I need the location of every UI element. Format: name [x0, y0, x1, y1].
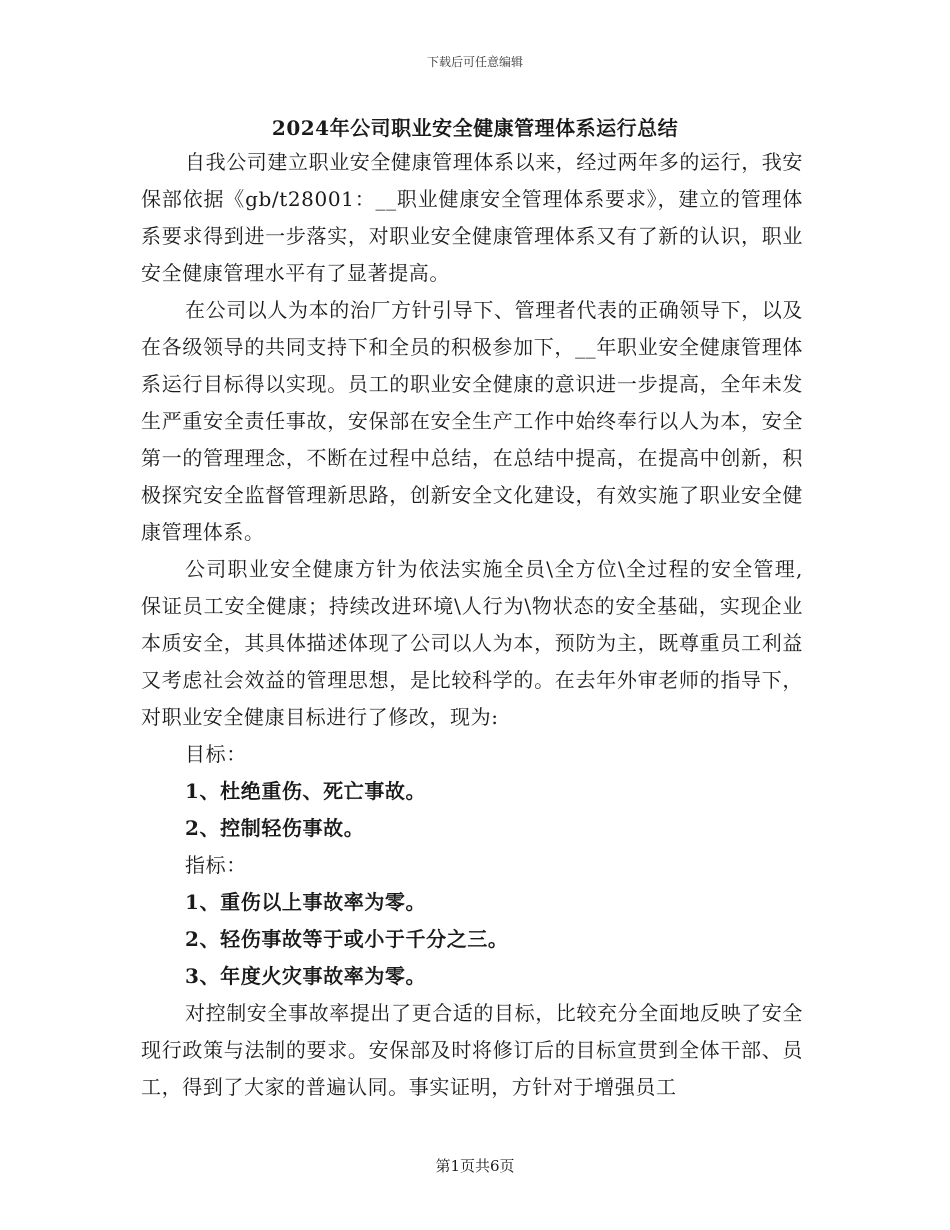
paragraph-policy: 公司职业安全健康方针为依法实施全员\全方位\全过程的安全管理,保证员工安全健康；持续改进环境\人行为\物状态的安全基础，实现企业本质安全，其具体描述体现了公司以人为本，预防为主，既尊重员工利益又考虑社会效益的管理思想，是比较科学的。在去年外审老师的指导下，对职业安全健康目标进行了修改，现为:	[141, 557, 803, 729]
goal-item: 1、杜绝重伤、死亡事故。	[185, 779, 427, 803]
goal-item: 2、控制轻伤事故。	[185, 816, 365, 840]
document-title: 2024年公司职业安全健康管理体系运行总结	[271, 116, 679, 140]
document-body	[141, 144, 803, 1106]
paragraph-targets: 对控制安全事故率提出了更合适的目标，比较充分全面地反映了安全现行政策与法制的要求。安保部及时将修订后的目标宣贯到全体干部、员工，得到了大家的普遍认同。事实证明，方针对于增强员工	[141, 1001, 803, 1099]
indicator-item: 1、重伤以上事故率为零。	[185, 890, 427, 914]
indicator-item: 3、年度火灾事故率为零。	[185, 964, 427, 988]
page-number: 第1页共6页	[435, 1157, 515, 1175]
indicator-item: 2、轻伤事故等于或小于千分之三。	[185, 927, 509, 951]
paragraph-achievements: 在公司以人为本的治厂方针引导下、管理者代表的正确领导下，以及在各级领导的共同支持下和全员的积极参加下，__年职业安全健康管理体系运行目标得以实现。员工的职业安全健康的意识进一步提高，全年未发生严重安全责任事故，安保部在安全生产工作中始终奉行以人为本，安全第一的管理理念，不断在过程中总结，在总结中提高，在提高中创新，积极探究安全监督管理新思路，创新安全文化建设，有效实施了职业安全健康管理体系。	[141, 298, 803, 544]
goals-label: 目标：	[185, 742, 247, 766]
paragraph-intro: 自我公司建立职业安全健康管理体系以来，经过两年多的运行，我安保部依据《gb/t28001：__职业健康安全管理体系要求》，建立的管理体系要求得到进一步落实，对职业安全健康管理体系又有了新的认识，职业安全健康管理水平有了显著提高。	[141, 150, 803, 285]
header-note: 下载后可任意编辑	[426, 55, 523, 69]
indicators-label: 指标：	[185, 853, 247, 877]
